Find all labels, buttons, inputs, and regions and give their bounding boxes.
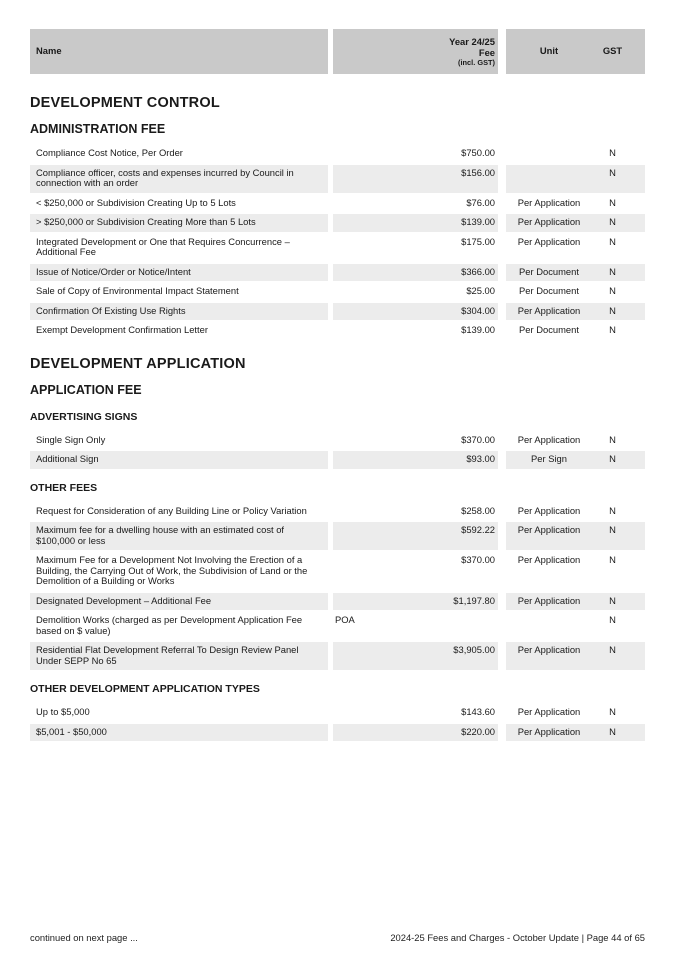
fee-name: Request for Consideration of any Building Line or Policy Variation [36, 504, 307, 516]
unit-gst-cell [506, 303, 645, 321]
fee-unit: Per Application [517, 644, 581, 655]
fee-unit: Per Application [517, 216, 581, 227]
fee-header-incl-gst: (incl. GST) [458, 58, 495, 67]
unit-gst-cell [506, 724, 645, 742]
unit-gst-cell [506, 612, 645, 640]
fee-table-row [30, 522, 645, 550]
fee-unit: Per Application [517, 594, 581, 606]
fee-amount: $25.00 [466, 285, 495, 296]
fee-name: Maximum fee for a dwelling house with an estimated cost of $100,000 or less [30, 522, 328, 550]
fee-amount: $370.00 [461, 433, 495, 445]
fee-name: Single Sign Only [36, 433, 106, 445]
fee-name: Additional Sign [30, 451, 328, 469]
unit-gst-cell [506, 195, 645, 213]
fee-amount: $220.00 [333, 724, 498, 742]
fee-table-row [30, 704, 645, 722]
unit-gst-cell [506, 264, 645, 282]
fee-name: Up to $5,000 [36, 706, 90, 717]
fee-gst: N [609, 265, 616, 277]
fee-amount: $258.00 [461, 504, 495, 516]
column-header-name [30, 29, 328, 74]
section-heading: OTHER FEES [30, 481, 98, 494]
fee-name: Compliance Cost Notice, Per Order [36, 147, 183, 158]
fee-unit: Per Application [517, 235, 581, 247]
unit-gst-cell [506, 642, 645, 670]
fee-table-row [30, 165, 645, 193]
fee-table-row [30, 145, 645, 163]
fee-amount: POA [335, 614, 355, 625]
fee-amount: $76.00 [466, 196, 495, 208]
fee-amount: $366.00 [333, 264, 498, 282]
fee-gst: N [609, 285, 616, 296]
fee-unit: Per Application [517, 554, 581, 565]
fee-gst: N [609, 524, 616, 535]
fee-unit: Per Document [519, 285, 579, 296]
fee-amount: $156.00 [333, 165, 498, 193]
unit-gst-cell [506, 593, 645, 611]
fee-table-row [30, 234, 645, 262]
fee-gst: N [609, 644, 616, 655]
fee-table-row [30, 214, 645, 232]
fee-unit: Per Application [517, 433, 581, 445]
fee-name: Demolition Works (charged as per Development Application Fee based on $ value) [36, 614, 303, 636]
page-footer [30, 933, 645, 944]
fee-amount: $304.00 [333, 303, 498, 321]
fee-amount: $143.60 [461, 706, 495, 717]
fee-amount: $93.00 [333, 451, 498, 469]
fee-amount: $370.00 [461, 554, 495, 565]
fee-name: $5,001 - $50,000 [30, 724, 328, 742]
section-heading: OTHER DEVELOPMENT APPLICATION TYPES [30, 683, 260, 695]
fee-unit [506, 165, 592, 183]
fee-gst: N [609, 614, 616, 625]
fee-name: Compliance officer, costs and expenses incurred by Council in connection with an order [30, 165, 328, 193]
section-heading: ADVERTISING SIGNS [30, 410, 138, 423]
fee-name: Maximum Fee for a Development Not Involving the Erection of a Building, the Carrying Out of Work, the Subdivision of Land or the Demolition of a Building or Works [36, 554, 308, 586]
fee-unit: Per Application [517, 524, 581, 535]
unit-gst-cell [506, 451, 645, 469]
fee-unit: Per Sign [531, 453, 567, 464]
fee-table-row [30, 283, 645, 301]
fee-header-line1: Year 24/25 [449, 36, 495, 47]
fee-name: Confirmation Of Existing Use Rights [30, 303, 328, 321]
fee-name: Exempt Development Confirmation Letter [36, 324, 208, 335]
fee-table-row [30, 724, 645, 742]
fee-table-row [30, 451, 645, 469]
fee-table-row [30, 552, 645, 591]
fee-name: < $250,000 or Subdivision Creating Up to 5 Lots [36, 196, 236, 208]
fee-amount: $592.22 [333, 522, 498, 550]
fee-amount: $175.00 [461, 235, 495, 247]
fee-name: Issue of Notice/Order or Notice/Intent [30, 264, 328, 282]
fee-gst: N [609, 196, 616, 208]
fee-name: Sale of Copy of Environmental Impact Statement [36, 285, 239, 296]
fee-gst: N [609, 147, 616, 158]
fee-amount: $3,905.00 [333, 642, 498, 670]
fee-gst: N [609, 433, 616, 445]
section-heading: DEVELOPMENT APPLICATION [30, 355, 246, 372]
page-content [30, 0, 645, 741]
fee-gst: N [609, 166, 616, 178]
unit-gst-cell [506, 145, 645, 163]
name-column-label: Name [36, 45, 62, 57]
section-heading: APPLICATION FEE [30, 382, 142, 397]
footer-continued-text: continued on next page ... [30, 931, 138, 943]
fee-table-row [30, 503, 645, 521]
fee-gst: N [609, 725, 616, 737]
fee-amount: $1,197.80 [333, 593, 498, 611]
unit-gst-cell [506, 552, 645, 591]
table-header-row [30, 29, 645, 74]
fee-name: > $250,000 or Subdivision Creating More than 5 Lots [30, 214, 328, 232]
section-heading: ADMINISTRATION FEE [30, 122, 166, 136]
fee-gst: N [609, 235, 616, 247]
fee-unit: Per Document [519, 265, 579, 277]
fee-unit [506, 145, 592, 163]
unit-gst-cell [506, 283, 645, 301]
unit-gst-cell [506, 503, 645, 521]
fee-amount: $139.00 [333, 214, 498, 232]
fee-amount: $750.00 [461, 147, 495, 158]
fee-gst: N [609, 554, 616, 565]
fees-table-content [30, 95, 645, 741]
fee-name: Integrated Development or One that Requires Concurrence – Additional Fee [36, 235, 290, 257]
fee-gst: N [609, 504, 616, 516]
unit-gst-cell [506, 214, 645, 232]
fee-table-row [30, 322, 645, 340]
fee-unit: Per Document [519, 324, 579, 335]
fee-table-row [30, 195, 645, 213]
unit-column-label: Unit [539, 45, 559, 57]
fee-unit: Per Application [517, 304, 581, 316]
fee-gst: N [609, 216, 616, 227]
fee-unit: Per Application [517, 706, 581, 717]
fee-table-row [30, 593, 645, 611]
fee-unit: Per Application [517, 196, 581, 208]
unit-gst-cell [506, 522, 645, 550]
fee-table-row [30, 642, 645, 670]
unit-gst-cell [506, 234, 645, 262]
fee-gst: N [609, 594, 616, 606]
unit-gst-cell [506, 704, 645, 722]
fee-unit [506, 612, 592, 630]
unit-gst-cell [506, 165, 645, 193]
section-heading: DEVELOPMENT CONTROL [30, 95, 220, 111]
unit-gst-cell [506, 432, 645, 450]
column-header-fee [333, 29, 498, 74]
fee-gst: N [609, 324, 616, 335]
fee-unit: Per Application [517, 725, 581, 737]
gst-column-label: GST [602, 45, 623, 57]
fee-table-row [30, 432, 645, 450]
footer-page-info: 2024-25 Fees and Charges - October Update | Page 44 of 65 [390, 931, 645, 943]
fee-gst: N [609, 304, 616, 316]
fee-name: Designated Development – Additional Fee [30, 593, 328, 611]
fee-amount: $139.00 [461, 324, 495, 335]
fee-gst: N [609, 706, 616, 717]
fee-name: Residential Flat Development Referral To Design Review Panel Under SEPP No 65 [30, 642, 328, 670]
fee-unit: Per Application [517, 504, 581, 516]
fee-header-line2: Fee [478, 47, 495, 58]
fee-table-row [30, 612, 645, 640]
unit-gst-cell [506, 322, 645, 340]
fee-gst: N [609, 453, 616, 464]
fee-table-row [30, 264, 645, 282]
fee-table-row [30, 303, 645, 321]
column-header-unit-gst [506, 29, 645, 74]
